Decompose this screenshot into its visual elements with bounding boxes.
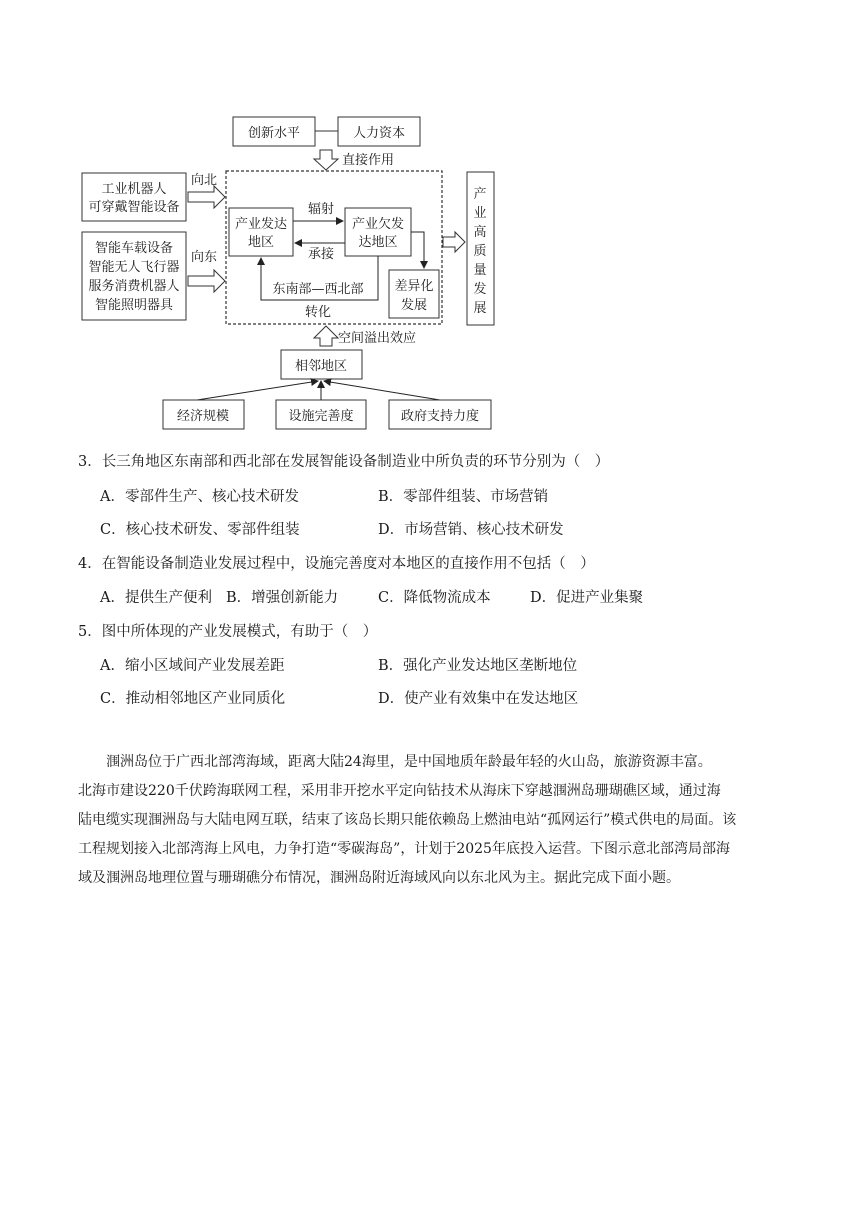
left-box-east-line-2: 智能无人飞行器	[88, 260, 180, 275]
passage-line-4: 工程规划接入北部湾海上风电，力争打造“零碳海岛”，计划于2025年底投入运营。下图示意北部湾局部海	[78, 841, 730, 857]
differentiation-line-2: 发展	[400, 298, 428, 313]
to-east-arrow-icon	[188, 270, 225, 292]
to-east-label: 向东	[191, 250, 218, 265]
question-5-option-c: C．推动相邻地区产业同质化	[100, 691, 286, 707]
question-3-option-c: C．核心技术研发、零部件组装	[100, 522, 300, 538]
developed-region-line-1: 产业发达	[234, 217, 288, 232]
transform-line-2: 转化	[304, 305, 332, 320]
question-5-option-d: D．使产业有效集中在发达地区	[378, 691, 579, 707]
left-box-north-line-1: 工业机器人	[101, 182, 167, 197]
high-quality-char-7: 展	[473, 301, 487, 316]
question-5-option-b: B．强化产业发达地区垄断地位	[378, 658, 578, 674]
industry-development-diagram	[0, 0, 860, 440]
left-box-north-line-2: 可穿戴智能设备	[88, 200, 180, 215]
passage-line-3: 陆电缆实现涠洲岛与大陆电网互联，结束了该岛长期只能依赖岛上燃油电站“孤网运行”模式供电的局面。该	[78, 812, 737, 828]
passage-line-5: 域及涠洲岛地理位置与珊瑚礁分布情况，涠洲岛附近海域风向以东北风为主。据此完成下面小题。	[78, 870, 680, 886]
question-4-option-d: D．促进产业集聚	[530, 590, 644, 606]
radiation-label: 辐射	[308, 202, 335, 217]
underdeveloped-region-line-2: 达地区	[358, 235, 398, 250]
government-support-label: 政府支持力度	[400, 409, 480, 424]
to-high-quality-arrow-icon	[443, 232, 465, 252]
high-quality-char-3: 高	[473, 225, 487, 240]
transform-line-1: 东南部—西北部	[272, 282, 364, 297]
innovation-label: 创新水平	[247, 126, 301, 141]
human-capital-label: 人力资本	[352, 126, 406, 141]
passage	[78, 748, 786, 893]
question-4-stem: 4．在智能设备制造业发展过程中，设施完善度对本地区的直接作用不包括（ ）	[78, 556, 595, 572]
left-box-east-line-4: 智能照明器具	[94, 298, 174, 313]
question-3-option-b: B．零部件组装、市场营销	[378, 489, 549, 505]
passage-line-1: 涠洲岛位于广西北部湾海域，距离大陆24海里，是中国地质年龄最年轻的火山岛，旅游资源丰富。	[78, 754, 712, 770]
high-quality-char-1: 产	[473, 187, 487, 202]
to-north-arrow-icon	[188, 186, 225, 208]
direct-effect-label: 直接作用	[342, 153, 395, 168]
high-quality-char-4: 质	[473, 244, 487, 259]
underdeveloped-region-line-1: 产业欠发	[351, 217, 405, 232]
question-4-option-c: C．降低物流成本	[378, 590, 491, 606]
left-box-east-line-3: 服务消费机器人	[88, 279, 180, 294]
question-3-option-a: A．零部件生产、核心技术研发	[100, 489, 299, 505]
direct-effect-arrow-icon	[314, 150, 338, 170]
question-5-option-a: A．缩小区域间产业发展差距	[100, 658, 285, 674]
economy-link	[197, 381, 318, 400]
high-quality-char-6: 发	[473, 282, 487, 297]
spillover-label: 空间溢出效应	[338, 331, 417, 346]
undertake-label: 承接	[308, 247, 335, 262]
passage-line-2: 北海市建设220千伏跨海联网工程，采用非开挖水平定向钻技术从海床下穿越涠洲岛珊瑚礁区域，通过海	[78, 783, 721, 799]
government-link	[324, 381, 440, 400]
differentiation-line-1: 差异化	[394, 279, 434, 294]
high-quality-char-5: 量	[473, 263, 487, 278]
spillover-arrow-icon	[314, 326, 338, 346]
neighbor-region-label: 相邻地区	[294, 359, 348, 374]
differentiation-arrow	[411, 232, 424, 268]
question-4-option-b: B．增强创新能力	[226, 590, 339, 606]
question-5-stem: 5．图中所体现的产业发展模式，有助于（ ）	[78, 624, 378, 640]
question-3-option-d: D．市场营销、核心技术研发	[378, 522, 564, 538]
facility-label: 设施完善度	[288, 409, 354, 424]
economy-scale-label: 经济规模	[176, 409, 230, 424]
question-4-option-a: A．提供生产便利	[100, 590, 212, 606]
question-3-stem: 3．长三角地区东南部和西北部在发展智能设备制造业中所负责的环节分别为（ ）	[78, 454, 610, 470]
high-quality-char-2: 业	[473, 206, 487, 221]
developed-region-line-2: 地区	[247, 235, 275, 250]
left-box-east-line-1: 智能车载设备	[94, 241, 174, 256]
to-north-label: 向北	[191, 173, 218, 188]
